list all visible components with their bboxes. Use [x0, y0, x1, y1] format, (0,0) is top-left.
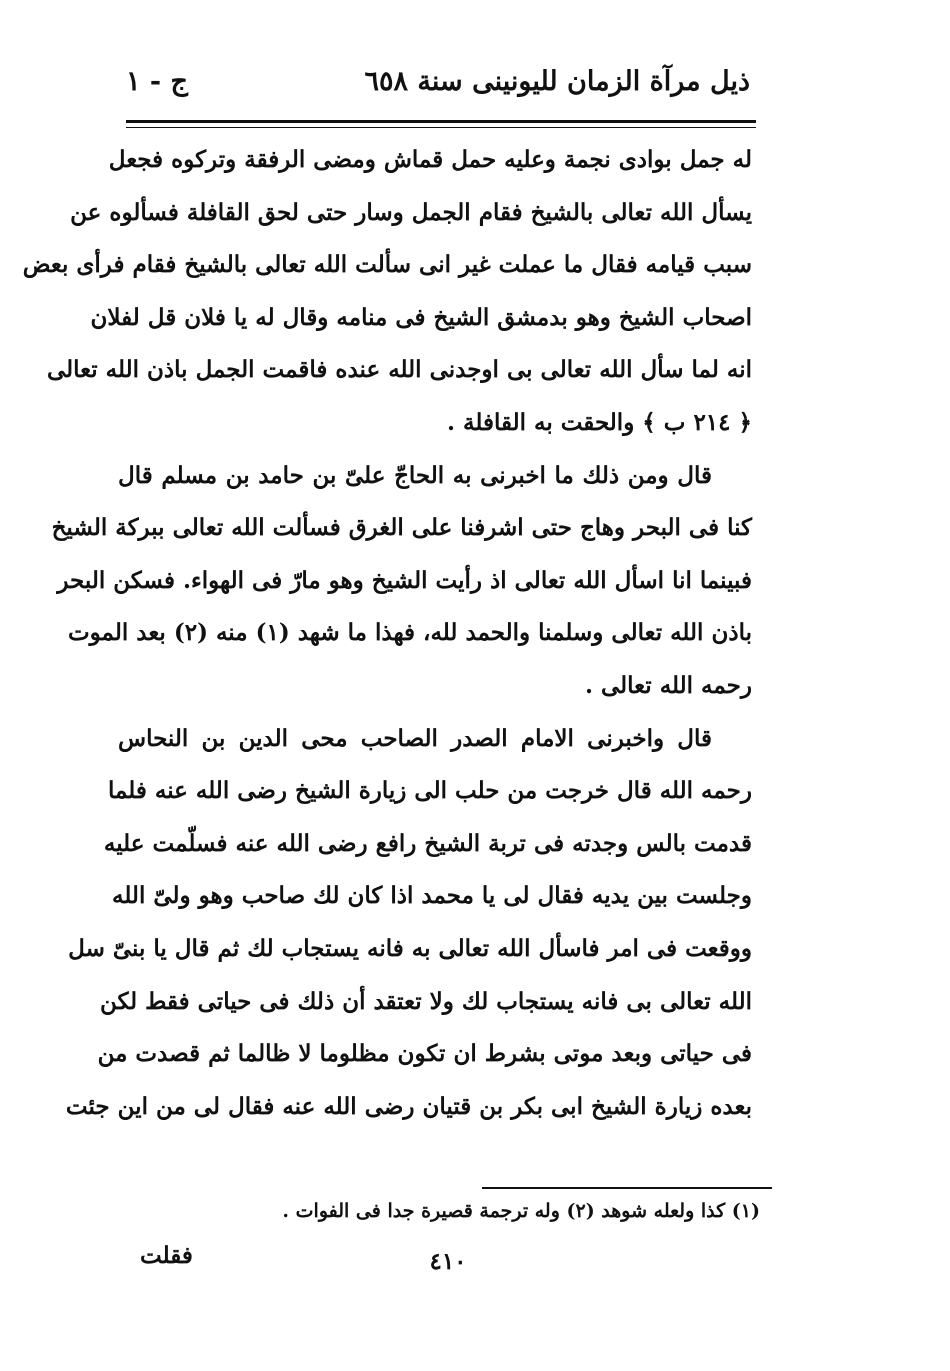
- footnote: (١) كذا ولعله شوهد (٢) وله ترجمة قصيرة جدا فى الفوات .: [282, 1200, 760, 1222]
- footnote-rule: [482, 1187, 772, 1189]
- text-line: رحمه الله قال خرجت من حلب الى زيارة الشيخ رضى الله عنه فلما: [107, 777, 752, 805]
- text-line: ﴿ ٢١٤ ب ﴾ والحقت به القافلة .: [446, 408, 752, 436]
- header-rule-thin: [126, 127, 756, 128]
- text-line: فبينما انا اسأل الله تعالى اذ رأيت الشيخ وهو مارّ فى الهواء. فسكن البحر: [57, 566, 752, 594]
- text-line: وجلست بين يديه فقال لى يا محمد اذا كان لك صاحب وهو ولىّ الله: [111, 882, 752, 910]
- text-line: اصحاب الشيخ وهو بدمشق الشيخ فى منامه وقال له يا فلان قل لفلان: [90, 303, 752, 331]
- text-line: بعده زيارة الشيخ ابى بكر بن قتيان رضى الله عنه فقال لى من اين جئت: [65, 1092, 752, 1120]
- text-line: سبب قيامه فقال ما عملت غير انى سألت الله تعالى بالشيخ فقام فرأى بعض: [22, 251, 752, 279]
- running-title: ذيل مرآة الزمان لليونينى سنة ٦٥٨: [364, 66, 750, 97]
- text-line: باذن الله تعالى وسلمنا والحمد لله، فهذا ما شهد (١) منه (٢) بعد الموت: [68, 619, 752, 647]
- text-line: الله تعالى بى فانه يستجاب لك ولا تعتقد أن ذلك فى حياتى فقط لكن: [99, 987, 752, 1015]
- running-header: [126, 66, 750, 110]
- text-line: كنا فى البحر وهاج حتى اشرفنا على الغرق فسألت الله تعالى ببركة الشيخ: [51, 514, 752, 542]
- body-text: [22, 134, 752, 1133]
- text-line: انه لما سأل الله تعالى بى اوجدنى الله عنده فاقمت الجمل باذن الله تعالى: [46, 356, 752, 384]
- volume-label: ج - ١: [126, 66, 188, 97]
- text-line: فى حياتى وبعد موتى بشرط ان تكون مظلوما لا ظالما ثم قصدت من: [97, 1040, 752, 1068]
- text-line: رحمه الله تعالى .: [584, 671, 752, 699]
- text-line: قدمت بالس وجدته فى تربة الشيخ رافع رضى الله عنه فسلّمت عليه: [103, 829, 752, 857]
- header-rule-thick: [126, 120, 756, 123]
- text-line: قال ومن ذلك ما اخبرنى به الحاجّ علىّ بن حامد بن مسلم قال: [118, 461, 712, 489]
- catchword: فقلت: [140, 1242, 193, 1269]
- text-line: يسأل الله تعالى بالشيخ فقام الجمل وسار حتى لحق القافلة فسألوه عن: [70, 198, 752, 226]
- page-number: ٤١٠: [429, 1248, 467, 1275]
- text-line: له جمل بوادى نجمة وعليه حمل قماش ومضى الرفقة وتركوه فجعل: [108, 146, 752, 173]
- text-line: قال واخبرنى الامام الصدر الصاحب محى الدين بن النحاس: [118, 724, 712, 752]
- text-line: ووقعت فى امر فاسأل الله تعالى به فانه يستجاب لك ثم قال يا بنىّ سل: [68, 934, 752, 962]
